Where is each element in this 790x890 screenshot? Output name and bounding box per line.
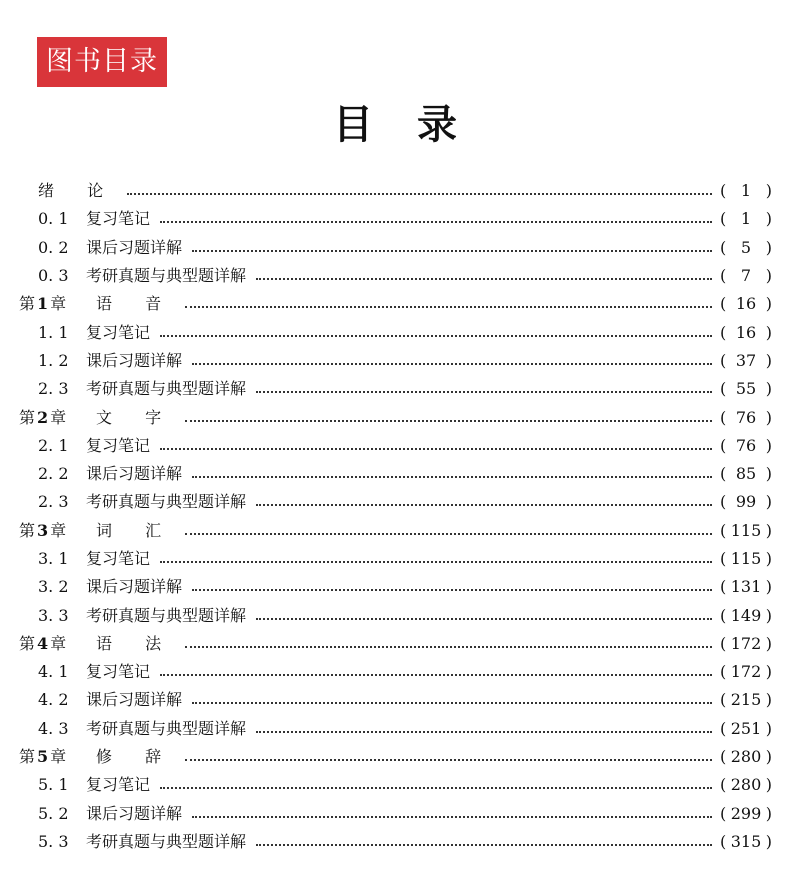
toc-entry-number: 0. 2: [38, 237, 69, 257]
left-paren: (: [720, 435, 727, 455]
toc-page-number: [720, 577, 772, 597]
page-number-value: 1: [740, 209, 752, 229]
toc-section-row[interactable]: [0, 432, 790, 460]
chapter-suffix: 章: [50, 633, 67, 653]
toc-page-number: [720, 209, 772, 229]
toc-section-row[interactable]: [0, 375, 790, 403]
toc-section-row[interactable]: [0, 715, 790, 743]
page-number-value: 76: [735, 435, 757, 455]
table-of-contents: [0, 177, 790, 856]
toc-section-row[interactable]: [0, 347, 790, 375]
toc-entry-title: 考研真题与典型题详解: [86, 379, 247, 399]
dot-leader: [185, 646, 712, 648]
toc-entry-number: 5. 1: [38, 775, 69, 795]
toc-entry-title: 修 辞: [96, 747, 176, 767]
toc-entry-title: 词 汇: [96, 520, 176, 540]
toc-section-row[interactable]: [0, 318, 790, 346]
toc-entry-title: 课后习题详解: [86, 237, 183, 257]
left-paren: (: [720, 803, 727, 823]
toc-entry-title: 考研真题与典型题详解: [86, 718, 247, 738]
toc-entry-title: 考研真题与典型题详解: [86, 831, 247, 851]
toc-page-number: [720, 832, 772, 852]
right-paren: ): [765, 718, 772, 738]
dot-leader: [256, 278, 712, 280]
left-paren: (: [720, 237, 727, 257]
dot-leader: [160, 561, 712, 563]
toc-chapter-row[interactable]: [0, 630, 790, 658]
toc-entry-number: 2. 3: [38, 379, 69, 399]
toc-page-number: [720, 379, 772, 399]
book-contents-badge: 图书目录: [37, 37, 167, 87]
chapter-number: 4: [37, 633, 49, 653]
toc-section-row[interactable]: [0, 234, 790, 262]
toc-page-number: [720, 294, 772, 314]
dot-leader: [160, 221, 712, 223]
page-number-value: 7: [740, 266, 752, 286]
toc-entry-number: 5. 2: [38, 803, 69, 823]
page-title: [0, 98, 790, 152]
right-paren: ): [765, 237, 772, 257]
page-number-value: 115: [730, 520, 762, 540]
right-paren: ): [765, 435, 772, 455]
dot-leader: [256, 731, 712, 733]
toc-chapter-row[interactable]: [0, 177, 790, 205]
toc-entry-title: 课后习题详解: [86, 803, 183, 823]
left-paren: (: [720, 577, 727, 597]
toc-page-number: [720, 521, 772, 541]
chapter-number: 5: [37, 747, 49, 767]
left-paren: (: [720, 266, 727, 286]
dot-leader: [127, 193, 712, 195]
dot-leader: [192, 589, 712, 591]
toc-entry-number: [0, 521, 96, 541]
toc-page-number: [720, 181, 772, 201]
toc-page-number: [720, 408, 772, 428]
left-paren: (: [720, 747, 727, 767]
dot-leader: [192, 816, 712, 818]
toc-section-row[interactable]: [0, 460, 790, 488]
page-number-value: 131: [730, 577, 762, 597]
toc-entry-title: 语 法: [96, 633, 176, 653]
toc-entry-title: 绪 论: [38, 181, 118, 201]
dot-leader: [185, 533, 712, 535]
toc-entry-title: 复习笔记: [86, 322, 151, 342]
toc-page-number: [720, 238, 772, 258]
toc-entry-number: 5. 3: [38, 831, 69, 851]
left-paren: (: [720, 605, 727, 625]
right-paren: ): [765, 577, 772, 597]
toc-page-number: [720, 634, 772, 654]
toc-section-row[interactable]: [0, 686, 790, 714]
toc-page-number: [720, 436, 772, 456]
toc-section-row[interactable]: [0, 828, 790, 856]
dot-leader: [192, 250, 712, 252]
right-paren: ): [765, 350, 772, 370]
right-paren: ): [765, 266, 772, 286]
page-number-value: 215: [730, 690, 762, 710]
right-paren: ): [765, 209, 772, 229]
dot-leader: [160, 787, 712, 789]
chapter-suffix: 章: [50, 294, 67, 314]
toc-chapter-row[interactable]: [0, 743, 790, 771]
toc-entry-title: 考研真题与典型题详解: [86, 266, 247, 286]
right-paren: ): [765, 690, 772, 710]
toc-entry-number: 2. 3: [38, 492, 69, 512]
toc-section-row[interactable]: [0, 205, 790, 233]
dot-leader: [256, 844, 712, 846]
toc-entry-number: 4. 2: [38, 690, 69, 710]
dot-leader: [192, 363, 712, 365]
toc-entry-number: 2. 1: [38, 435, 69, 455]
chapter-suffix: 章: [50, 407, 67, 427]
toc-entry-number: 0. 3: [38, 266, 69, 286]
right-paren: ): [765, 520, 772, 540]
left-paren: (: [720, 690, 727, 710]
toc-section-row[interactable]: [0, 262, 790, 290]
left-paren: (: [720, 831, 727, 851]
page-number-value: 85: [735, 464, 757, 484]
toc-page-number: [720, 492, 772, 512]
chapter-number: 2: [37, 407, 49, 427]
chapter-prefix: 第: [19, 633, 36, 653]
page-number-value: 172: [730, 662, 762, 682]
toc-section-row[interactable]: [0, 573, 790, 601]
left-paren: (: [720, 294, 727, 314]
dot-leader: [185, 306, 712, 308]
dot-leader: [185, 420, 712, 422]
right-paren: ): [765, 775, 772, 795]
right-paren: ): [765, 407, 772, 427]
dot-leader: [256, 504, 712, 506]
dot-leader: [185, 759, 712, 761]
page-number-value: 280: [730, 775, 762, 795]
toc-section-row[interactable]: [0, 800, 790, 828]
right-paren: ): [765, 464, 772, 484]
toc-section-row[interactable]: [0, 601, 790, 629]
toc-entry-title: 复习笔记: [86, 549, 151, 568]
left-paren: (: [720, 520, 727, 540]
toc-section-row[interactable]: [0, 771, 790, 799]
toc-chapter-row[interactable]: [0, 290, 790, 318]
left-paren: (: [720, 775, 727, 795]
left-paren: (: [720, 379, 727, 399]
right-paren: ): [765, 549, 772, 568]
page-number-value: 149: [730, 605, 762, 625]
page-number-value: 315: [730, 831, 762, 851]
page-number-value: 251: [730, 718, 762, 738]
toc-page-number: [720, 266, 772, 286]
toc-entry-number: [0, 408, 96, 428]
toc-page-number: [720, 606, 772, 626]
toc-page-number: [720, 662, 772, 682]
dot-leader: [160, 448, 712, 450]
page-title-char-1: 目: [333, 101, 373, 148]
toc-page-number: [720, 719, 772, 739]
toc-page-number: [720, 549, 772, 569]
right-paren: ): [765, 605, 772, 625]
left-paren: (: [720, 407, 727, 427]
left-paren: (: [720, 633, 727, 653]
toc-entry-title: 考研真题与典型题详解: [86, 492, 247, 512]
toc-entry-title: 课后习题详解: [86, 577, 183, 597]
dot-leader: [160, 674, 712, 676]
toc-entry-title: 复习笔记: [86, 775, 151, 795]
chapter-prefix: 第: [19, 747, 36, 767]
left-paren: (: [720, 322, 727, 342]
chapter-suffix: 章: [50, 520, 67, 540]
page-number-value: 172: [730, 633, 762, 653]
page-number-value: 16: [735, 322, 757, 342]
toc-entry-number: [0, 294, 96, 314]
toc-entry-title: 考研真题与典型题详解: [86, 605, 247, 625]
toc-entry-title: 复习笔记: [86, 435, 151, 455]
left-paren: (: [720, 549, 727, 568]
right-paren: ): [765, 747, 772, 767]
dot-leader: [192, 702, 712, 704]
right-paren: ): [765, 633, 772, 653]
page-number-value: 299: [730, 803, 762, 823]
dot-leader: [160, 335, 712, 337]
page-number-value: 37: [735, 350, 757, 370]
toc-entry-number: 1. 2: [38, 350, 69, 370]
left-paren: (: [720, 181, 727, 201]
toc-entry-number: 3. 3: [38, 605, 69, 625]
left-paren: (: [720, 350, 727, 370]
page-number-value: 55: [735, 379, 757, 399]
chapter-number: 3: [37, 520, 49, 540]
toc-page-number: [720, 351, 772, 371]
toc-entry-number: 3. 2: [38, 577, 69, 597]
toc-section-row[interactable]: [0, 488, 790, 516]
toc-entry-title: 复习笔记: [86, 209, 151, 229]
toc-chapter-row[interactable]: [0, 517, 790, 545]
left-paren: (: [720, 718, 727, 738]
page-number-value: 99: [735, 492, 757, 512]
page-number-value: 1: [740, 181, 752, 201]
toc-section-row[interactable]: [0, 658, 790, 686]
page-number-value: 115: [730, 549, 762, 568]
dot-leader: [192, 476, 712, 478]
toc-page-number: [720, 747, 772, 767]
page-title-char-2: 录: [417, 101, 457, 148]
toc-entry-number: 3. 1: [38, 549, 69, 568]
right-paren: ): [765, 322, 772, 342]
dot-leader: [256, 618, 712, 620]
right-paren: ): [765, 662, 772, 682]
toc-entry-title: 课后习题详解: [86, 690, 183, 710]
page-number-value: 5: [740, 237, 752, 257]
toc-entry-number: 1. 1: [38, 322, 69, 342]
toc-entry-title: 课后习题详解: [86, 350, 183, 370]
toc-entry-title: 复习笔记: [86, 662, 151, 682]
toc-page-number: [720, 804, 772, 824]
toc-entry-number: 0. 1: [38, 209, 69, 229]
toc-chapter-row[interactable]: [0, 403, 790, 431]
toc-page-number: [720, 323, 772, 343]
chapter-prefix: 第: [19, 407, 36, 427]
left-paren: (: [720, 464, 727, 484]
right-paren: ): [765, 294, 772, 314]
left-paren: (: [720, 662, 727, 682]
right-paren: ): [765, 803, 772, 823]
toc-entry-title: 文 字: [96, 407, 176, 427]
toc-entry-number: 2. 2: [38, 464, 69, 484]
toc-entry-title: 语 音: [96, 294, 176, 314]
toc-page-number: [720, 464, 772, 484]
dot-leader: [256, 391, 712, 393]
toc-section-row[interactable]: [0, 545, 790, 573]
left-paren: (: [720, 492, 727, 512]
left-paren: (: [720, 209, 727, 229]
toc-entry-number: [0, 634, 96, 654]
toc-entry-number: 4. 1: [38, 662, 69, 682]
page-number-value: 16: [735, 294, 757, 314]
page-number-value: 76: [735, 407, 757, 427]
right-paren: ): [765, 831, 772, 851]
page-number-value: 280: [730, 747, 762, 767]
chapter-suffix: 章: [50, 747, 67, 767]
right-paren: ): [765, 181, 772, 201]
toc-entry-number: 4. 3: [38, 718, 69, 738]
toc-entry-number: [0, 747, 96, 767]
toc-entry-title: 课后习题详解: [86, 464, 183, 484]
chapter-number: 1: [37, 294, 49, 314]
chapter-prefix: 第: [19, 294, 36, 314]
toc-page-number: [720, 775, 772, 795]
right-paren: ): [765, 492, 772, 512]
toc-page-number: [720, 690, 772, 710]
right-paren: ): [765, 379, 772, 399]
chapter-prefix: 第: [19, 520, 36, 540]
